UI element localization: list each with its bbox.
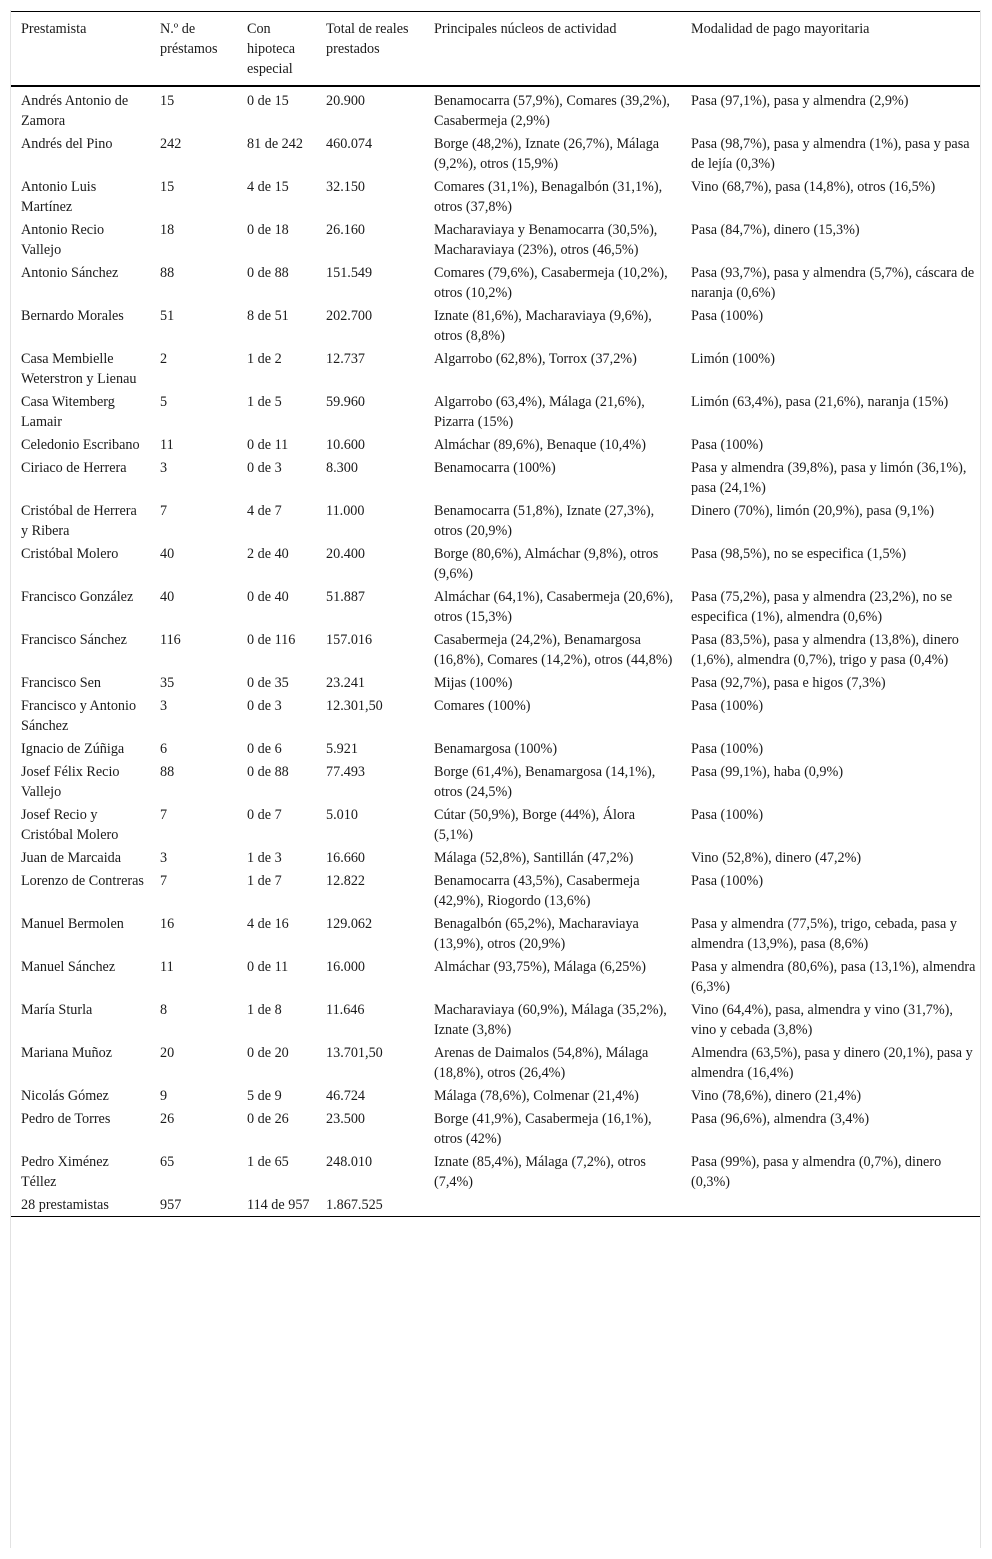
- cell-modalidad: Pasa (97,1%), pasa y almendra (2,9%): [691, 93, 909, 109]
- cell-nucleos: Benamocarra (51,8%), Iznate (27,3%), otros (20,9%): [434, 503, 655, 539]
- cell-hipoteca: 4 de 15: [247, 179, 289, 195]
- cell-hipoteca: 0 de 88: [247, 265, 289, 281]
- cell-hipoteca: 114 de 957: [247, 1197, 310, 1213]
- cell-nucleos: Algarrobo (62,8%), Torrox (37,2%): [434, 351, 637, 367]
- cell-prestamista: Andrés del Pino: [21, 136, 113, 152]
- cell-num-prestamos: 3: [160, 460, 168, 476]
- cell-hipoteca: 0 de 11: [247, 959, 289, 975]
- cell-total: 460.074: [326, 136, 373, 152]
- cell-prestamista: Antonio Luis Martínez: [21, 179, 97, 215]
- table-row: [11, 1107, 980, 1150]
- table-row: [11, 628, 980, 671]
- cell-modalidad: Dinero (70%), limón (20,9%), pasa (9,1%): [691, 503, 935, 519]
- cell-prestamista: Antonio Sánchez: [21, 265, 119, 281]
- cell-num-prestamos: 7: [160, 503, 168, 519]
- cell-prestamista: Juan de Marcaida: [21, 850, 122, 866]
- cell-total: 13.701,50: [326, 1045, 383, 1061]
- cell-prestamista: Manuel Sánchez: [21, 959, 116, 975]
- cell-modalidad: Limón (100%): [691, 351, 775, 367]
- cell-num-prestamos: 957: [160, 1197, 182, 1213]
- cell-modalidad: Almendra (63,5%), pasa y dinero (20,1%), pasa y almendra (16,4%): [691, 1045, 973, 1081]
- cell-nucleos: Benamocarra (100%): [434, 460, 556, 476]
- cell-total: 77.493: [326, 764, 366, 780]
- table-row: [11, 132, 980, 175]
- cell-modalidad: Pasa (96,6%), almendra (3,4%): [691, 1111, 870, 1127]
- cell-num-prestamos: 40: [160, 546, 175, 562]
- cell-num-prestamos: 40: [160, 589, 175, 605]
- table-row: [11, 347, 980, 390]
- cell-nucleos: Benamocarra (43,5%), Casabermeja (42,9%), Riogordo (13,6%): [434, 873, 640, 909]
- cell-total: 202.700: [326, 308, 373, 324]
- table-row: [11, 304, 980, 347]
- cell-total: 129.062: [326, 916, 373, 932]
- cell-total: 5.010: [326, 807, 358, 823]
- cell-prestamista: Andrés Antonio de Zamora: [21, 93, 129, 129]
- cell-modalidad: Pasa (99%), pasa y almendra (0,7%), dinero (0,3%): [691, 1154, 942, 1190]
- cell-total: 23.241: [326, 675, 366, 691]
- cell-prestamista: Bernardo Morales: [21, 308, 124, 324]
- cell-prestamista: Lorenzo de Contreras: [21, 873, 144, 889]
- table-row: [11, 1041, 980, 1084]
- cell-modalidad: Pasa (100%): [691, 308, 764, 324]
- cell-modalidad: Pasa (100%): [691, 873, 764, 889]
- total-row: [11, 1193, 980, 1217]
- cell-nucleos: Macharaviaya (60,9%), Málaga (35,2%), Iznate (3,8%): [434, 1002, 667, 1038]
- table-row: [11, 869, 980, 912]
- header-nucleos: Principales núcleos de actividad: [434, 21, 617, 37]
- cell-num-prestamos: 2: [160, 351, 168, 367]
- cell-num-prestamos: 35: [160, 675, 175, 691]
- cell-modalidad: [681, 1193, 980, 1217]
- cell-prestamista: Pedro de Torres: [21, 1111, 111, 1127]
- cell-nucleos: Comares (100%): [434, 698, 531, 714]
- cell-total: 157.016: [326, 632, 373, 648]
- cell-num-prestamos: 5: [160, 394, 168, 410]
- cell-prestamista: Francisco Sánchez: [21, 632, 127, 648]
- cell-prestamista: Antonio Recio Vallejo: [21, 222, 105, 258]
- table-row: [11, 846, 980, 869]
- cell-num-prestamos: 3: [160, 698, 168, 714]
- cell-modalidad: Limón (63,4%), pasa (21,6%), naranja (15%): [691, 394, 949, 410]
- table-row: [11, 803, 980, 846]
- cell-num-prestamos: 16: [160, 916, 175, 932]
- cell-modalidad: Pasa (99,1%), haba (0,9%): [691, 764, 844, 780]
- cell-nucleos: Málaga (52,8%), Santillán (47,2%): [434, 850, 634, 866]
- cell-modalidad: Pasa (93,7%), pasa y almendra (5,7%), cáscara de naranja (0,6%): [691, 265, 975, 301]
- header-modalidad: Modalidad de pago mayoritaria: [691, 21, 870, 37]
- cell-num-prestamos: 15: [160, 179, 175, 195]
- cell-modalidad: Pasa (83,5%), pasa y almendra (13,8%), dinero (1,6%), almendra (0,7%), trigo y pasa (0,4%): [691, 632, 959, 668]
- cell-nucleos: Borge (41,9%), Casabermeja (16,1%), otros (42%): [434, 1111, 652, 1147]
- cell-nucleos: Borge (61,4%), Benamargosa (14,1%), otros (24,5%): [434, 764, 656, 800]
- cell-nucleos: Casabermeja (24,2%), Benamargosa (16,8%), Comares (14,2%), otros (44,8%): [434, 632, 673, 668]
- cell-nucleos: Algarrobo (63,4%), Málaga (21,6%), Pizarra (15%): [434, 394, 645, 430]
- cell-total: 20.400: [326, 546, 366, 562]
- cell-nucleos: Benamargosa (100%): [434, 741, 558, 757]
- cell-hipoteca: 1 de 7: [247, 873, 282, 889]
- cell-nucleos: Benamocarra (57,9%), Comares (39,2%), Casabermeja (2,9%): [434, 93, 670, 129]
- cell-total: 10.600: [326, 437, 366, 453]
- cell-hipoteca: 0 de 3: [247, 460, 282, 476]
- cell-prestamista: Josef Recio y Cristóbal Molero: [21, 807, 119, 843]
- cell-modalidad: Pasa (100%): [691, 698, 764, 714]
- cell-hipoteca: 1 de 65: [247, 1154, 289, 1170]
- cell-total: 16.660: [326, 850, 366, 866]
- cell-nucleos: Arenas de Daimalos (54,8%), Málaga (18,8%), otros (26,4%): [434, 1045, 649, 1081]
- cell-prestamista: Ciriaco de Herrera: [21, 460, 127, 476]
- cell-nucleos: Benagalbón (65,2%), Macharaviaya (13,9%), otros (20,9%): [434, 916, 639, 952]
- cell-hipoteca: 0 de 11: [247, 437, 289, 453]
- cell-nucleos: Iznate (85,4%), Málaga (7,2%), otros (7,4%): [434, 1154, 646, 1190]
- table-row: [11, 955, 980, 998]
- header-total: Total de reales prestados: [326, 21, 409, 57]
- cell-total: 11.000: [326, 503, 365, 519]
- table-row: [11, 86, 980, 132]
- cell-hipoteca: 4 de 16: [247, 916, 289, 932]
- cell-total: 32.150: [326, 179, 366, 195]
- cell-prestamista: Cristóbal de Herrera y Ribera: [21, 503, 137, 539]
- cell-prestamista: Casa Witemberg Lamair: [21, 394, 115, 430]
- cell-prestamista: Nicolás Gómez: [21, 1088, 109, 1104]
- cell-total: 23.500: [326, 1111, 366, 1127]
- cell-nucleos: Iznate (81,6%), Macharaviaya (9,6%), otros (8,8%): [434, 308, 652, 344]
- table-row: [11, 1150, 980, 1193]
- cell-prestamista: Francisco y Antonio Sánchez: [21, 698, 137, 734]
- cell-total: 11.646: [326, 1002, 365, 1018]
- cell-prestamista: Pedro Ximénez Téllez: [21, 1154, 109, 1190]
- cell-total: 8.300: [326, 460, 358, 476]
- table-row: [11, 912, 980, 955]
- cell-num-prestamos: 6: [160, 741, 168, 757]
- table-row: [11, 218, 980, 261]
- cell-total: 59.960: [326, 394, 366, 410]
- cell-total: 5.921: [326, 741, 358, 757]
- header-num-prestamos: N.º de préstamos: [160, 21, 218, 57]
- table-row: [11, 499, 980, 542]
- cell-nucleos: Macharaviaya y Benamocarra (30,5%), Macharaviaya (23%), otros (46,5%): [434, 222, 658, 258]
- cell-hipoteca: 0 de 18: [247, 222, 289, 238]
- cell-nucleos: Almáchar (89,6%), Benaque (10,4%): [434, 437, 646, 453]
- cell-hipoteca: 0 de 7: [247, 807, 282, 823]
- cell-prestamista: Mariana Muñoz: [21, 1045, 113, 1061]
- cell-total: 151.549: [326, 265, 373, 281]
- cell-num-prestamos: 3: [160, 850, 168, 866]
- cell-num-prestamos: 11: [160, 959, 174, 975]
- cell-total: 12.737: [326, 351, 366, 367]
- cell-hipoteca: 1 de 5: [247, 394, 282, 410]
- cell-prestamista: María Sturla: [21, 1002, 93, 1018]
- cell-num-prestamos: 51: [160, 308, 175, 324]
- cell-hipoteca: 0 de 20: [247, 1045, 289, 1061]
- cell-nucleos: Almáchar (64,1%), Casabermeja (20,6%), otros (15,3%): [434, 589, 674, 625]
- table-row: [11, 760, 980, 803]
- cell-prestamista: Casa Membielle Weterstron y Lienau: [21, 351, 137, 387]
- cell-total: 46.724: [326, 1088, 366, 1104]
- cell-num-prestamos: 88: [160, 265, 175, 281]
- cell-nucleos: Borge (48,2%), Iznate (26,7%), Málaga (9,2%), otros (15,9%): [434, 136, 660, 172]
- cell-hipoteca: 0 de 40: [247, 589, 289, 605]
- cell-num-prestamos: 65: [160, 1154, 175, 1170]
- table-row: [11, 1084, 980, 1107]
- cell-hipoteca: 0 de 15: [247, 93, 289, 109]
- table-row: [11, 585, 980, 628]
- cell-modalidad: Pasa (100%): [691, 807, 764, 823]
- cell-num-prestamos: 15: [160, 93, 175, 109]
- cell-total: 248.010: [326, 1154, 373, 1170]
- cell-total: 1.867.525: [326, 1197, 383, 1213]
- cell-modalidad: Vino (52,8%), dinero (47,2%): [691, 850, 862, 866]
- cell-modalidad: Pasa y almendra (80,6%), pasa (13,1%), almendra (6,3%): [691, 959, 976, 995]
- table-row: [11, 261, 980, 304]
- cell-num-prestamos: 242: [160, 136, 182, 152]
- table-row: [11, 671, 980, 694]
- cell-num-prestamos: 20: [160, 1045, 175, 1061]
- cell-nucleos: Cútar (50,9%), Borge (44%), Álora (5,1%): [434, 807, 636, 843]
- cell-nucleos: [424, 1193, 681, 1217]
- table-row: [11, 390, 980, 433]
- cell-prestamista: Josef Félix Recio Vallejo: [21, 764, 120, 800]
- cell-hipoteca: 0 de 6: [247, 741, 282, 757]
- cell-prestamista: Francisco Sen: [21, 675, 101, 691]
- cell-nucleos: Mijas (100%): [434, 675, 513, 691]
- cell-hipoteca: 1 de 2: [247, 351, 282, 367]
- cell-prestamista: Cristóbal Molero: [21, 546, 119, 562]
- table-row: [11, 542, 980, 585]
- cell-modalidad: Pasa (98,7%), pasa y almendra (1%), pasa y pasa de lejía (0,3%): [691, 136, 970, 172]
- table-row: [11, 433, 980, 456]
- cell-num-prestamos: 7: [160, 873, 168, 889]
- cell-nucleos: Almáchar (93,75%), Málaga (6,25%): [434, 959, 646, 975]
- table-row: [11, 737, 980, 760]
- cell-hipoteca: 0 de 26: [247, 1111, 289, 1127]
- cell-hipoteca: 1 de 8: [247, 1002, 282, 1018]
- cell-total: 16.000: [326, 959, 366, 975]
- cell-nucleos: Comares (31,1%), Benagalbón (31,1%), otros (37,8%): [434, 179, 663, 215]
- table-row: [11, 456, 980, 499]
- cell-modalidad: Vino (64,4%), pasa, almendra y vino (31,7%), vino y cebada (3,8%): [691, 1002, 953, 1038]
- cell-modalidad: Pasa (75,2%), pasa y almendra (23,2%), no se especifica (1%), almendra (0,6%): [691, 589, 953, 625]
- cell-prestamista: Celedonio Escribano: [21, 437, 140, 453]
- cell-hipoteca: 2 de 40: [247, 546, 289, 562]
- header-hipoteca: Con hipoteca especial: [247, 21, 296, 77]
- cell-modalidad: Pasa y almendra (39,8%), pasa y limón (36,1%), pasa (24,1%): [691, 460, 967, 496]
- cell-num-prestamos: 116: [160, 632, 181, 648]
- cell-num-prestamos: 7: [160, 807, 168, 823]
- cell-num-prestamos: 9: [160, 1088, 168, 1104]
- cell-total: 12.822: [326, 873, 366, 889]
- cell-modalidad: Vino (78,6%), dinero (21,4%): [691, 1088, 862, 1104]
- cell-total: 20.900: [326, 93, 366, 109]
- cell-num-prestamos: 8: [160, 1002, 168, 1018]
- cell-hipoteca: 5 de 9: [247, 1088, 282, 1104]
- cell-hipoteca: 0 de 116: [247, 632, 296, 648]
- cell-hipoteca: 8 de 51: [247, 308, 289, 324]
- table-row: [11, 175, 980, 218]
- cell-total: 12.301,50: [326, 698, 383, 714]
- cell-modalidad: Pasa (98,5%), no se especifica (1,5%): [691, 546, 907, 562]
- cell-total: 26.160: [326, 222, 366, 238]
- cell-modalidad: Vino (68,7%), pasa (14,8%), otros (16,5%): [691, 179, 936, 195]
- cell-num-prestamos: 26: [160, 1111, 175, 1127]
- cell-modalidad: Pasa (100%): [691, 741, 764, 757]
- cell-hipoteca: 4 de 7: [247, 503, 282, 519]
- cell-num-prestamos: 18: [160, 222, 175, 238]
- cell-hipoteca: 81 de 242: [247, 136, 303, 152]
- cell-nucleos: Borge (80,6%), Almáchar (9,8%), otros (9,6%): [434, 546, 659, 582]
- cell-prestamista: Manuel Bermolen: [21, 916, 124, 932]
- table-row: [11, 694, 980, 737]
- cell-modalidad: Pasa (84,7%), dinero (15,3%): [691, 222, 860, 238]
- header-row: [11, 12, 980, 87]
- cell-modalidad: Pasa (92,7%), pasa e higos (7,3%): [691, 675, 886, 691]
- loans-table: [11, 11, 980, 1217]
- cell-hipoteca: 1 de 3: [247, 850, 282, 866]
- cell-hipoteca: 0 de 35: [247, 675, 289, 691]
- cell-prestamista: Ignacio de Zúñiga: [21, 741, 125, 757]
- cell-nucleos: Comares (79,6%), Casabermeja (10,2%), otros (10,2%): [434, 265, 668, 301]
- cell-hipoteca: 0 de 3: [247, 698, 282, 714]
- cell-prestamista: 28 prestamistas: [21, 1197, 109, 1213]
- cell-num-prestamos: 88: [160, 764, 175, 780]
- cell-total: 51.887: [326, 589, 366, 605]
- cell-prestamista: Francisco González: [21, 589, 134, 605]
- cell-num-prestamos: 11: [160, 437, 174, 453]
- cell-modalidad: Pasa y almendra (77,5%), trigo, cebada, pasa y almendra (13,9%), pasa (8,6%): [691, 916, 957, 952]
- table-row: [11, 998, 980, 1041]
- header-prestamista: Prestamista: [21, 21, 87, 37]
- cell-modalidad: Pasa (100%): [691, 437, 764, 453]
- cell-nucleos: Málaga (78,6%), Colmenar (21,4%): [434, 1088, 639, 1104]
- cell-hipoteca: 0 de 88: [247, 764, 289, 780]
